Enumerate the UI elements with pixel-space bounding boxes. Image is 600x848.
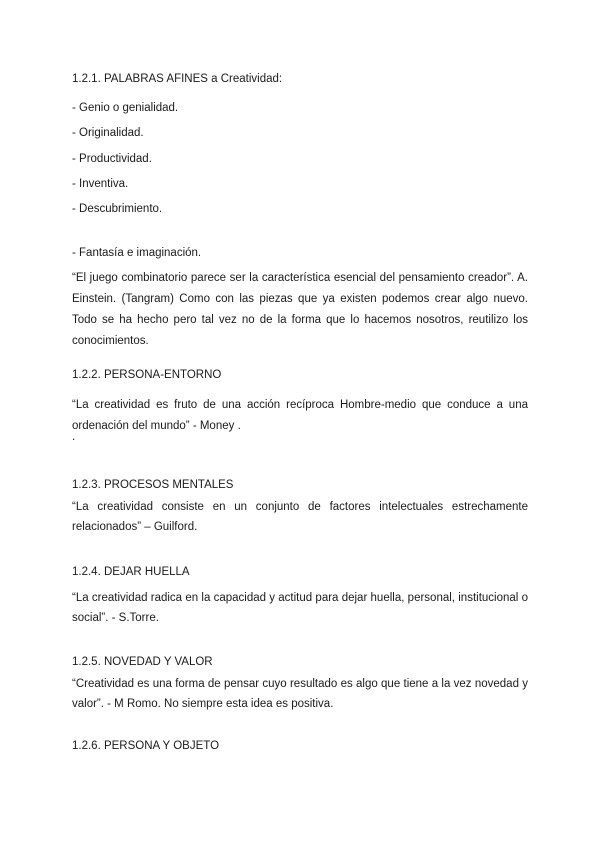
quote-torre: “La creatividad radica en la capacidad y actitud para dejar huella, personal, institucional o social”. - S.Torre. — [72, 592, 528, 624]
list-item-inventiva: - Inventiva. — [72, 178, 129, 190]
list-item-fantasia: - Fantasía e imaginación. — [72, 247, 202, 259]
list-item-descubrimiento: - Descubrimiento. — [72, 203, 163, 215]
section-heading-palabras-afines: 1.2.1. PALABRAS AFINES a Creatividad: — [72, 73, 283, 85]
section-heading-persona-objeto: 1.2.6. PERSONA Y OBJETO — [72, 740, 220, 752]
quote-money: “La creatividad es fruto de una acción recíproca Hombre-medio que conduce a una ordenación del mundo” - Money . — [72, 399, 528, 432]
list-item-productividad: - Productividad. — [72, 153, 152, 165]
quote-guilford: “La creatividad consiste en un conjunto de factores intelectuales estrechamente relacionados” – Guilford. — [72, 501, 528, 533]
section-heading-novedad-valor: 1.2.5. NOVEDAD Y VALOR — [72, 656, 213, 668]
list-item-originalidad: - Originalidad. — [72, 127, 144, 139]
section-heading-dejar-huella: 1.2.4. DEJAR HUELLA — [72, 566, 190, 578]
section-heading-persona-entorno: 1.2.2. PERSONA-ENTORNO — [72, 369, 222, 381]
stray-dot: . — [72, 431, 76, 443]
list-item-genio: - Genio o genialidad. — [72, 102, 179, 114]
quote-romo: “Creatividad es una forma de pensar cuyo resultado es algo que tiene a la vez novedad y valor”. - M Romo. No siempre esta idea es positiva. — [72, 678, 528, 710]
section-heading-procesos-mentales: 1.2.3. PROCESOS MENTALES — [72, 479, 234, 491]
quote-einstein: “El juego combinatorio parece ser la característica esencial del pensamiento creador”. A. Einstein. (Tangram) Como con las piezas que ya existen podemos crear algo nuevo. Todo se ha hecho pero tal vez no de la forma que lo hacemos nosotros, reutilizo los conocimientos. — [72, 272, 528, 347]
